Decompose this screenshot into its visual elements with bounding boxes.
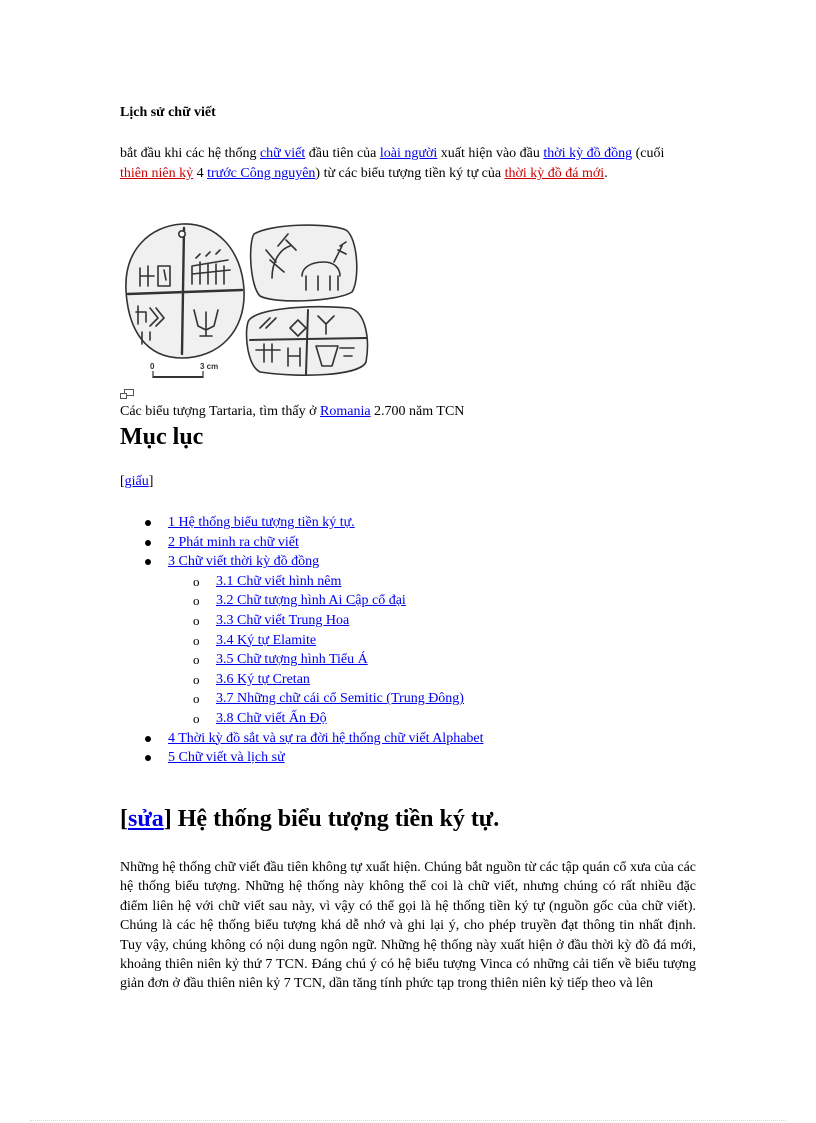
section-heading (120, 806, 499, 833)
toc-item (145, 729, 484, 749)
link-chu-viet[interactable]: chữ viết (259, 146, 306, 161)
page-footer-rule (30, 1120, 786, 1121)
link-loai-nguoi[interactable]: loài người (379, 146, 438, 161)
toc-item (145, 513, 484, 533)
toc-subitem (193, 670, 484, 690)
toc-hide-link[interactable]: giấu (124, 474, 149, 489)
toc-link-3-2[interactable]: 3.2 Chữ tượng hình Ai Cập cổ đại (216, 593, 406, 609)
bracket: ] (148, 474, 154, 489)
toc-item (145, 552, 484, 728)
toc-link-4[interactable]: 4 Thời kỳ đồ sắt và sự ra đời hệ thống chữ viết Alphabet (168, 730, 484, 746)
table-of-contents (145, 513, 484, 768)
toc-link-2[interactable]: 2 Phát minh ra chữ viết (168, 534, 299, 550)
document-title: Lịch sử chữ viết (120, 105, 216, 120)
link-thien-nien-ky[interactable]: thiên niên kỷ (120, 166, 194, 181)
caption-text: Các biểu tượng Tartaria, tìm thấy ở (120, 404, 320, 419)
section-title: Hệ thống biểu tượng tiền ký tự. (171, 806, 500, 832)
toc-subitem (193, 650, 484, 670)
toc-link-1[interactable]: 1 Hệ thống biểu tượng tiền ký tự. (168, 515, 355, 530)
caption-tail: 2.700 năm TCN (370, 404, 465, 419)
bracket: [ (120, 806, 128, 832)
toc-link-3-8[interactable]: 3.8 Chữ viết Ấn Độ (216, 710, 327, 726)
toc-subitem (193, 709, 484, 729)
bracket: ] (163, 806, 172, 832)
toc-subitem (193, 689, 484, 709)
section-edit-link[interactable]: sửa (128, 806, 164, 832)
toc-title: Mục lục (120, 424, 204, 450)
toc-link-3-7[interactable]: 3.7 Những chữ cái cổ Semitic (Trung Đông) (216, 691, 464, 707)
toc-link-3-3[interactable]: 3.3 Chữ viết Trung Hoa (216, 612, 350, 628)
toc-link-3[interactable]: 3 Chữ viết thời kỳ đồ đồng (168, 554, 320, 570)
toc-item (145, 748, 484, 768)
intro-paragraph (120, 144, 690, 184)
toc-item (145, 533, 484, 553)
toc-link-3-5[interactable]: 3.5 Chữ tượng hình Tiểu Á (216, 652, 368, 668)
intro-text: . (604, 166, 608, 181)
intro-text: đầu tiên của (305, 146, 380, 161)
intro-text: xuất hiện vào đầu (437, 146, 544, 161)
toc-subitem (193, 572, 484, 592)
toc-sublist (168, 572, 484, 729)
figure-caption (120, 404, 464, 420)
scale-zero: 0 (150, 362, 155, 371)
toc-link-3-4[interactable]: 3.4 Ký tự Elamite (216, 632, 317, 648)
toc-link-5[interactable]: 5 Chữ viết và lịch sử (168, 750, 285, 766)
toc-link-3-1[interactable]: 3.1 Chữ viết hình nêm (216, 573, 342, 589)
intro-text: ) từ các biểu tượng tiền ký tự của (315, 166, 505, 181)
scale-label: 3 cm (200, 362, 219, 371)
tartaria-tablets-image (120, 220, 370, 380)
intro-text: (cuối (632, 146, 665, 161)
section-body: Những hệ thống chữ viết đầu tiên không tự xuất hiện. Chúng bắt nguồn từ các tập quán cổ xưa của các hệ thống biểu tượng. Những hệ thống này không thể coi là chữ viết, nhưng chúng có rất nhiều đặc điểm liên hệ với chữ viết sau này, vì vậy có thể gọi là hệ thống tiền ký tự (nguồn gốc của chữ viết). Chúng là các hệ thống biểu tượng khá dễ nhớ và ghi lại ý, cho phép truyền đạt thông tin nhất định. Tuy vậy, chúng không có nội dung ngôn ngữ. Những hệ thống này xuất hiện ở đầu thời kỳ đồ đá mới, khoảng thiên niên kỷ thứ 7 TCN. Đáng chú ý có hệ biểu tượng Vinca có những cải tiến về biểu tượng giản đơn ở đầu thiên niên kỷ 7 TCN, dần tăng tính phức tạp trong thiên niên kỷ tiếp theo và lên (120, 860, 696, 992)
bracket: [ (120, 474, 125, 489)
link-truoc-cong-nguyen[interactable]: trước Công nguyên (207, 166, 316, 181)
enlarge-icon[interactable] (120, 389, 134, 399)
toc-subitem (193, 591, 484, 611)
toc-subitem (193, 631, 484, 651)
intro-text: 4 (193, 166, 208, 181)
intro-text: bắt đầu khi các hệ thống (120, 146, 260, 161)
link-thoi-ky-do-da-moi[interactable]: thời kỳ đồ đá mới (504, 166, 605, 181)
link-romania[interactable]: Romania (320, 404, 371, 419)
toc-link-3-6[interactable]: 3.6 Ký tự Cretan (216, 671, 310, 687)
link-thoi-ky-do-dong[interactable]: thời kỳ đồ đồng (543, 146, 633, 161)
toc-subitem (193, 611, 484, 631)
toc-hide-toggle (120, 474, 153, 490)
